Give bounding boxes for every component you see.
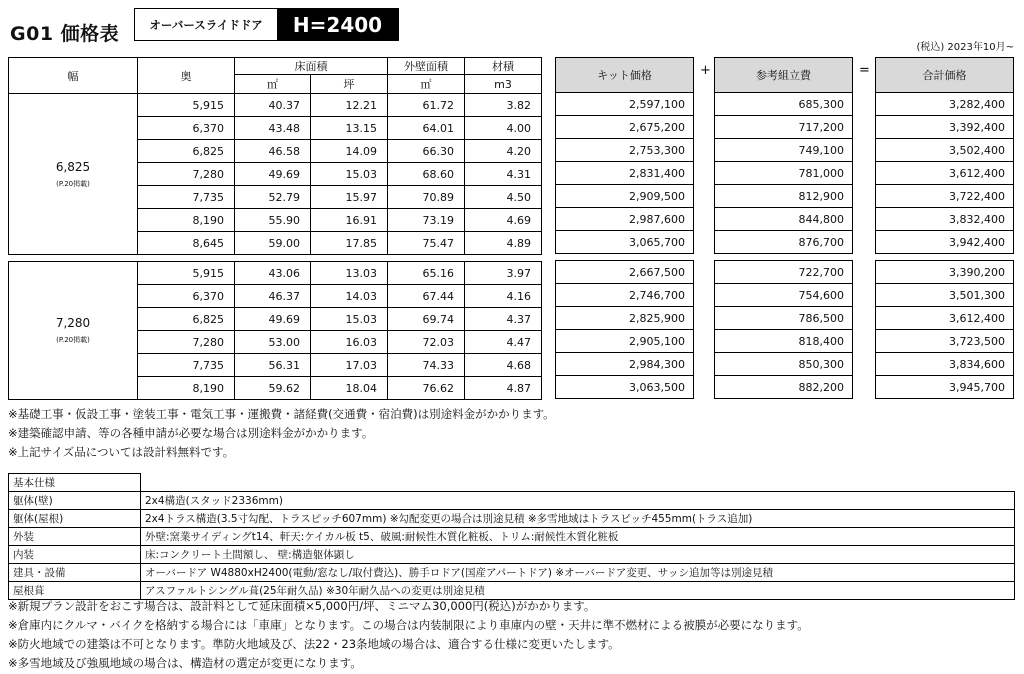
depth-cell: 6,825 <box>138 308 235 331</box>
wall-area-cell: 74.33 <box>388 354 465 377</box>
floor-m2-cell: 40.37 <box>235 94 311 117</box>
group-separator <box>876 254 1014 261</box>
wall-area-cell: 66.30 <box>388 140 465 163</box>
table-row <box>715 93 853 116</box>
depth-cell: 6,370 <box>138 285 235 308</box>
total-price-cell: 3,390,200 <box>876 261 1014 284</box>
unit-m2-wall: ㎡ <box>388 75 465 94</box>
assembly-cost-cell: 722,700 <box>715 261 853 284</box>
total-price-cell: 3,612,400 <box>876 162 1014 185</box>
kit-price-cell: 2,831,400 <box>556 162 694 185</box>
kit-price-cell: 2,909,500 <box>556 185 694 208</box>
table-row <box>876 139 1014 162</box>
spec-value: 2x4構造(スタッド2336mm) <box>141 492 1015 510</box>
equals-sign: = <box>859 63 870 78</box>
kit-price-cell: 2,675,200 <box>556 116 694 139</box>
floor-m2-cell: 56.31 <box>235 354 311 377</box>
assembly-cost-cell: 818,400 <box>715 330 853 353</box>
note-line: ※多雪地域及び強風地域の場合は、構造材の選定が変更になります。 <box>8 656 362 670</box>
material-cell: 3.97 <box>465 262 542 285</box>
wall-area-cell: 68.60 <box>388 163 465 186</box>
kit-price-cell: 3,065,700 <box>556 231 694 254</box>
spec-row <box>9 528 1015 546</box>
group-separator <box>9 255 542 262</box>
depth-cell: 8,645 <box>138 232 235 255</box>
table-row <box>715 139 853 162</box>
total-price-cell: 3,502,400 <box>876 139 1014 162</box>
kit-price-cell: 2,825,900 <box>556 307 694 330</box>
header-total-price: 合計価格 <box>876 58 1014 93</box>
spec-key: 内装 <box>9 546 141 564</box>
total-price-cell: 3,392,400 <box>876 116 1014 139</box>
unit-m3: m3 <box>465 75 542 94</box>
wall-area-cell: 65.16 <box>388 262 465 285</box>
table-row <box>556 162 694 185</box>
floor-tsubo-cell: 14.09 <box>311 140 388 163</box>
floor-m2-cell: 53.00 <box>235 331 311 354</box>
depth-cell: 5,915 <box>138 94 235 117</box>
depth-cell: 7,735 <box>138 354 235 377</box>
floor-tsubo-cell: 18.04 <box>311 377 388 400</box>
material-cell: 3.82 <box>465 94 542 117</box>
material-cell: 4.89 <box>465 232 542 255</box>
table-row <box>556 231 694 254</box>
floor-m2-cell: 49.69 <box>235 163 311 186</box>
kit-price-cell: 2,597,100 <box>556 93 694 116</box>
floor-tsubo-cell: 16.91 <box>311 209 388 232</box>
kit-price-cell: 2,987,600 <box>556 208 694 231</box>
separator-cell <box>9 255 542 262</box>
table-row <box>715 261 853 284</box>
spec-value: 床:コンクリート土間額し、 壁:構造躯体顕し <box>141 546 1015 564</box>
tax-note: (税込) 2023年10月~ <box>916 42 1014 53</box>
spec-title: 基本仕様 <box>9 474 141 492</box>
note-line: ※上記サイズ品については設計料無料です。 <box>8 445 235 459</box>
kit-price-cell: 2,753,300 <box>556 139 694 162</box>
table-row <box>556 116 694 139</box>
floor-tsubo-cell: 13.15 <box>311 117 388 140</box>
wall-area-cell: 70.89 <box>388 186 465 209</box>
total-price-cell: 3,834,600 <box>876 353 1014 376</box>
header-kit-price: キット価格 <box>556 58 694 93</box>
floor-tsubo-cell: 17.85 <box>311 232 388 255</box>
floor-tsubo-cell: 15.03 <box>311 163 388 186</box>
table-row <box>556 185 694 208</box>
table-row <box>9 262 542 285</box>
total-price-cell: 3,723,500 <box>876 330 1014 353</box>
table-row <box>556 330 694 353</box>
wall-area-cell: 61.72 <box>388 94 465 117</box>
table-row <box>556 307 694 330</box>
spec-table <box>8 57 542 400</box>
header-wall-area: 外壁面積 <box>388 58 465 75</box>
wall-area-cell: 76.62 <box>388 377 465 400</box>
table-row <box>556 353 694 376</box>
kit-price-table <box>555 57 694 399</box>
material-cell: 4.37 <box>465 308 542 331</box>
floor-m2-cell: 46.58 <box>235 140 311 163</box>
page-title: G01 価格表 <box>10 23 120 45</box>
table-row <box>715 231 853 254</box>
floor-tsubo-cell: 15.03 <box>311 308 388 331</box>
wall-area-cell: 64.01 <box>388 117 465 140</box>
group-separator <box>556 254 694 261</box>
spec-key: 躯体(壁) <box>9 492 141 510</box>
header-width: 幅 <box>9 58 138 94</box>
assembly-cost-cell: 850,300 <box>715 353 853 376</box>
floor-tsubo-cell: 15.97 <box>311 186 388 209</box>
table-row <box>556 208 694 231</box>
material-cell: 4.50 <box>465 186 542 209</box>
wall-area-cell: 69.74 <box>388 308 465 331</box>
floor-tsubo-cell: 14.03 <box>311 285 388 308</box>
width-note: (P.20掲載) <box>56 336 90 344</box>
assembly-cost-cell: 844,800 <box>715 208 853 231</box>
wall-area-cell: 73.19 <box>388 209 465 232</box>
floor-m2-cell: 52.79 <box>235 186 311 209</box>
table-row <box>876 330 1014 353</box>
unit-tsubo: 坪 <box>311 75 388 94</box>
kit-price-cell: 2,667,500 <box>556 261 694 284</box>
plus-sign: + <box>700 63 711 78</box>
depth-cell: 8,190 <box>138 209 235 232</box>
group-separator <box>715 254 853 261</box>
material-cell: 4.47 <box>465 331 542 354</box>
total-price-cell: 3,612,400 <box>876 307 1014 330</box>
table-row <box>876 376 1014 399</box>
spec-key: 建具・設備 <box>9 564 141 582</box>
width-cell <box>9 262 138 400</box>
note-line: ※防火地域での建築は不可となります。準防火地域及び、法22・23条地域の場合は、適合する仕様に変更いたします。 <box>8 637 620 651</box>
header-material: 材積 <box>465 58 542 75</box>
spec-row <box>9 510 1015 528</box>
width-note: (P.20掲載) <box>56 179 90 188</box>
table-row <box>876 162 1014 185</box>
total-price-cell: 3,501,300 <box>876 284 1014 307</box>
notes-lower <box>8 597 809 673</box>
table-row <box>715 376 853 399</box>
header-floor-area: 床面積 <box>235 58 388 75</box>
material-cell: 4.20 <box>465 140 542 163</box>
total-price-table <box>875 57 1014 399</box>
table-row <box>715 185 853 208</box>
table-row <box>715 116 853 139</box>
badge-height: H=2400 <box>277 9 398 40</box>
table-row <box>715 330 853 353</box>
material-cell: 4.87 <box>465 377 542 400</box>
table-row <box>876 353 1014 376</box>
table-row <box>876 93 1014 116</box>
floor-m2-cell: 59.00 <box>235 232 311 255</box>
material-cell: 4.16 <box>465 285 542 308</box>
table-row <box>876 261 1014 284</box>
assembly-cost-cell: 812,900 <box>715 185 853 208</box>
width-value: 6,825 <box>55 159 91 174</box>
floor-m2-cell: 43.48 <box>235 117 311 140</box>
total-price-cell: 3,942,400 <box>876 231 1014 254</box>
width-value: 7,280 <box>55 316 91 330</box>
material-cell: 4.00 <box>465 117 542 140</box>
table-row <box>876 307 1014 330</box>
assembly-cost-cell: 876,700 <box>715 231 853 254</box>
floor-tsubo-cell: 16.03 <box>311 331 388 354</box>
spec-row <box>9 564 1015 582</box>
table-row <box>876 185 1014 208</box>
kit-price-cell: 2,746,700 <box>556 284 694 307</box>
note-line: ※建築確認申請、等の各種申請が必要な場合は別途料金がかかります。 <box>8 426 374 440</box>
spec-title-blank <box>141 474 1015 492</box>
badge-label: オーバースライドドア <box>149 17 263 32</box>
spec-key: 躯体(屋根) <box>9 510 141 528</box>
spec-value: 2x4トラス構造(3.5寸勾配、トラスピッチ607mm) ※勾配変更の場合は別途見積 ※多雪地域はトラスピッチ455mm(トラス追加) <box>141 510 1015 528</box>
product-badge <box>134 8 399 41</box>
total-price-cell: 3,722,400 <box>876 185 1014 208</box>
floor-m2-cell: 49.69 <box>235 308 311 331</box>
width-cell <box>9 94 138 255</box>
table-row <box>876 284 1014 307</box>
table-row <box>876 116 1014 139</box>
separator-cell <box>876 254 1014 261</box>
floor-m2-cell: 59.62 <box>235 377 311 400</box>
table-row <box>556 93 694 116</box>
spec-value: オーバードア W4880xH2400(電動/窓なし/取付費込)、勝手ロドア(国産アパートドア) ※オーバードア変更、サッシ追加等は別途見積 <box>141 564 1015 582</box>
floor-m2-cell: 46.37 <box>235 285 311 308</box>
kit-price-cell: 2,905,100 <box>556 330 694 353</box>
kit-price-cell: 2,984,300 <box>556 353 694 376</box>
table-row <box>876 208 1014 231</box>
depth-cell: 6,370 <box>138 117 235 140</box>
spec-row <box>9 546 1015 564</box>
total-price-cell: 3,832,400 <box>876 208 1014 231</box>
table-row <box>9 94 542 117</box>
depth-cell: 8,190 <box>138 377 235 400</box>
depth-cell: 7,280 <box>138 163 235 186</box>
table-row <box>556 376 694 399</box>
table-row <box>556 261 694 284</box>
floor-tsubo-cell: 12.21 <box>311 94 388 117</box>
unit-m2: ㎡ <box>235 75 311 94</box>
wall-area-cell: 75.47 <box>388 232 465 255</box>
basic-spec-table <box>8 473 1015 600</box>
assembly-cost-cell: 882,200 <box>715 376 853 399</box>
floor-m2-cell: 43.06 <box>235 262 311 285</box>
floor-tsubo-cell: 17.03 <box>311 354 388 377</box>
header-depth: 奥 <box>138 58 235 94</box>
spec-row <box>9 492 1015 510</box>
header-assembly-cost: 参考組立費 <box>715 58 853 93</box>
material-cell: 4.69 <box>465 209 542 232</box>
table-row <box>715 353 853 376</box>
notes-upper <box>8 405 555 462</box>
wall-area-cell: 72.03 <box>388 331 465 354</box>
table-row <box>556 139 694 162</box>
depth-cell: 7,280 <box>138 331 235 354</box>
table-row <box>715 208 853 231</box>
assembly-cost-cell: 749,100 <box>715 139 853 162</box>
total-price-cell: 3,282,400 <box>876 93 1014 116</box>
note-line: ※倉庫内にクルマ・バイクを格納する場合には「車庫」となります。この場合は内装制限により車庫内の壁・天井に準不燃材による被膜が必要になります。 <box>8 618 809 632</box>
assembly-cost-cell: 781,000 <box>715 162 853 185</box>
assembly-cost-cell: 754,600 <box>715 284 853 307</box>
table-row <box>715 307 853 330</box>
spec-key: 外装 <box>9 528 141 546</box>
table-row <box>715 162 853 185</box>
spec-key: 屋根葺 <box>9 582 141 600</box>
table-row <box>715 284 853 307</box>
depth-cell: 6,825 <box>138 140 235 163</box>
note-line: ※基礎工事・仮設工事・塗装工事・電気工事・運搬費・諸経費(交通費・宿泊費)は別途料金がかかります。 <box>8 407 555 421</box>
separator-cell <box>556 254 694 261</box>
assembly-cost-cell: 685,300 <box>715 93 853 116</box>
depth-cell: 7,735 <box>138 186 235 209</box>
spec-value: 外壁:窯業サイディングt14、軒天:ケイカル板 t5、破風:耐候性木質化粧板、トリム:耐候性木質化粧板 <box>141 528 1015 546</box>
table-row <box>876 231 1014 254</box>
spec-value: アスファルトシングル葺(25年耐久品) ※30年耐久品への変更は別途見積 <box>141 582 1015 600</box>
note-line: ※新規プラン設計をおこす場合は、設計料として延床面積×5,000円/坪、ミニマム30,000円(税込)がかかります。 <box>8 599 596 613</box>
table-row <box>556 284 694 307</box>
material-cell: 4.68 <box>465 354 542 377</box>
assembly-cost-cell: 717,200 <box>715 116 853 139</box>
depth-cell: 5,915 <box>138 262 235 285</box>
wall-area-cell: 67.44 <box>388 285 465 308</box>
floor-m2-cell: 55.90 <box>235 209 311 232</box>
separator-cell <box>715 254 853 261</box>
kit-price-cell: 3,063,500 <box>556 376 694 399</box>
material-cell: 4.31 <box>465 163 542 186</box>
assembly-cost-table <box>714 57 853 399</box>
total-price-cell: 3,945,700 <box>876 376 1014 399</box>
floor-tsubo-cell: 13.03 <box>311 262 388 285</box>
assembly-cost-cell: 786,500 <box>715 307 853 330</box>
